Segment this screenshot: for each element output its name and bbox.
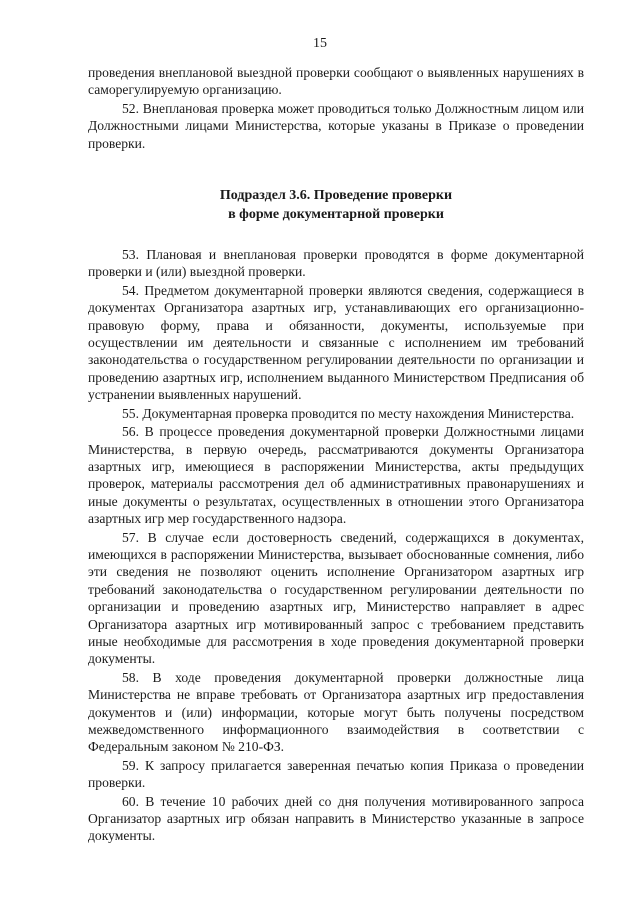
paragraph-53: 53. Плановая и внеплановая проверки проводятся в форме документарной проверки и (или) выездной проверки. [88,247,584,280]
page-number: 15 [313,36,327,51]
section-heading-line-1: Подраздел 3.6. Проведение проверки [219,188,453,204]
section-heading [88,186,584,224]
paragraph-52: 52. Внеплановая проверка может проводиться только Должностным лицом или Должностными лицами Министерства, которые указаны в Приказе о проведении проверки. [88,100,584,151]
paragraph-continuation: проведения внеплановой выездной проверки сообщают о выявленных нарушениях в саморегулируемую организацию. [88,65,584,98]
paragraph-60: 60. В течение 10 рабочих дней со дня получения мотивированного запроса Организатор азартных игр обязан направить в Министерство указанные в запросе документы. [88,793,584,844]
section-heading-line-2: в форме документарной проверки [228,207,444,223]
paragraph-56: 56. В процессе проведения документарной проверки Должностными лицами Министерства, в первую очередь, рассматриваются документы Организатора азартных игр, имеющиеся в распоряжении Министерства, акты предыдущих проверок, материалы рассмотрения дел об административных правонарушениях и иные документы о результатах, осуществленных в отношении этого Организатора азартных игр мер государственного надзора. [88,424,584,527]
paragraph-57: 57. В случае если достоверность сведений, содержащихся в документах, имеющихся в распоряжении Министерства, вызывает обоснованные сомнения, либо эти сведения не позволяют оценить исполнение Организатором азартных игр требований законодательства о государственном регулировании деятельности по организации и проведению азартных игр, Министерство направляет в адрес Организатора азартных игр мотивированный запрос с требованием представить иные необходимые для рассмотрения в ходе проведения документарной проверки документы. [88,529,584,667]
paragraph-54: 54. Предметом документарной проверки являются сведения, содержащиеся в документах Организатора азартных игр, устанавливающих его организационно-правовую форму, права и обязанности, документы, используемые при осуществлении им деятельности и связанные с исполнением им требований законодательства о государственном регулировании деятельности по организации и проведению азартных игр, исполнением выданного Министерством Предписания об устранении выявленных нарушений. [88,282,584,403]
paragraph-59: 59. К запросу прилагается заверенная печатью копия Приказа о проведении проверки. [88,757,584,791]
document-body [88,64,584,845]
paragraph-55: 55. Документарная проверка проводится по месту нахождения Министерства. [122,405,575,421]
paragraph-58: 58. В ходе проведения документарной проверки должностные лица Министерства не вправе требовать от Организатора азартных игр предоставления документов и (или) информации, которые могут быть получены посредством межведомственного информационного взаимодействия в соответствии с Федеральным законом № 210-ФЗ. [88,669,584,755]
